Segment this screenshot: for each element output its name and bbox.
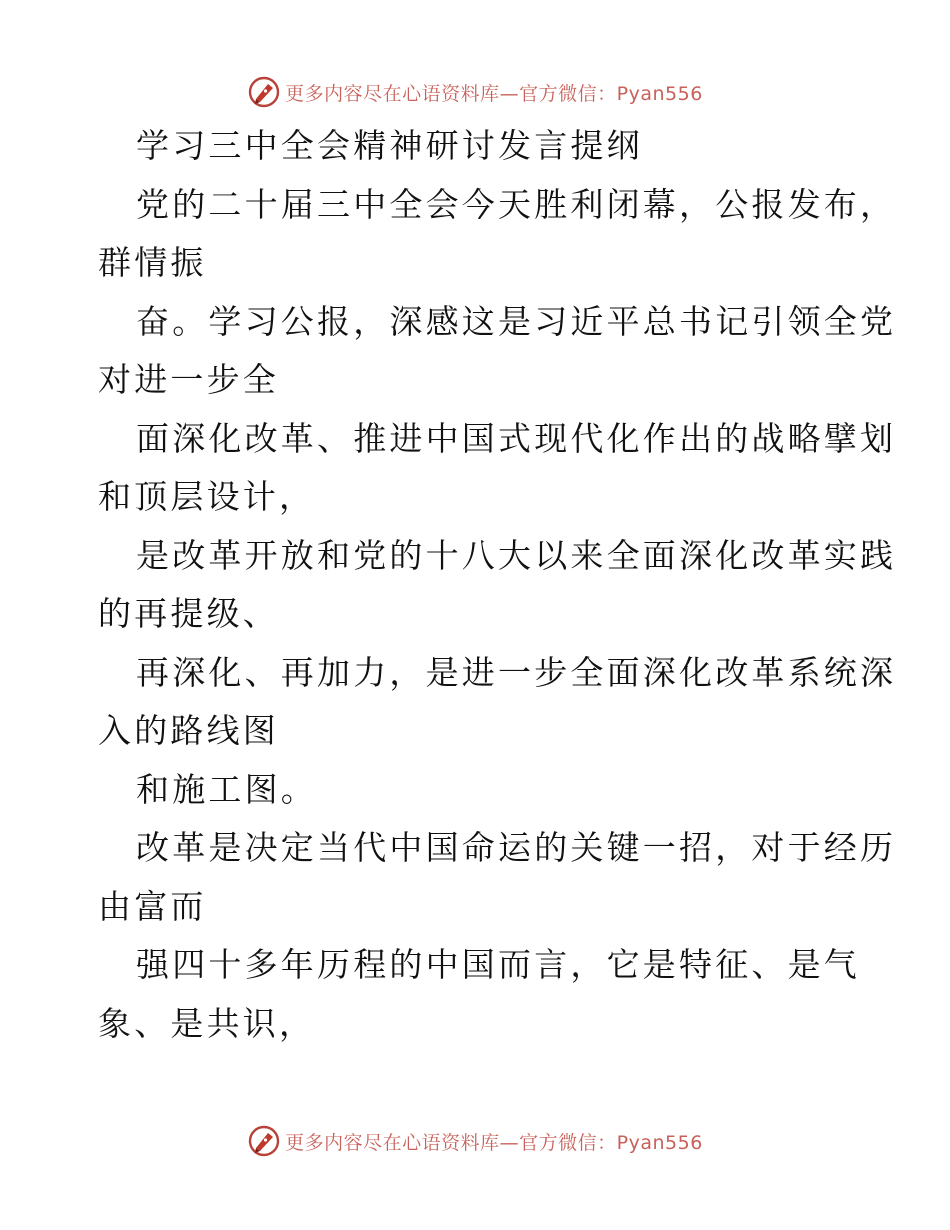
paragraph-line: 象、是共识，: [98, 1004, 316, 1043]
paragraph-line: 群情振: [98, 243, 207, 282]
header-banner: [0, 72, 950, 112]
paragraph-line: 是改革开放和党的十八大以来全面深化改革实践: [136, 536, 897, 575]
pen-nib-logo-icon: [247, 1124, 281, 1158]
paragraph-line: 面深化改革、推进中国式现代化作出的战略擘划: [136, 419, 897, 458]
paragraph-line: 由富而: [98, 887, 207, 926]
banner-text: 更多内容尽在心语资料库—官方微信：Pyan556: [285, 1131, 703, 1154]
paragraph-line: 改革是决定当代中国命运的关键一招，对于经历: [136, 828, 897, 867]
footer-banner: [0, 1121, 950, 1161]
paragraph-line: 和施工图。: [136, 770, 317, 809]
paragraph-line: 再深化、再加力，是进一步全面深化改革系统深: [136, 653, 897, 692]
paragraph-line: 对进一步全: [98, 360, 279, 399]
paragraph-line: 的再提级、: [98, 594, 279, 633]
banner-text: 更多内容尽在心语资料库—官方微信：Pyan556: [285, 82, 703, 105]
paragraph-line: 强四十多年历程的中国而言，它是特征、是气: [136, 945, 860, 984]
doc-title: 学习三中全会精神研讨发言提纲: [136, 126, 643, 165]
paragraph-line: 入的路线图: [98, 711, 279, 750]
paragraph-line: 奋。学习公报，深感这是习近平总书记引领全党: [136, 302, 897, 341]
paragraph-line: 和顶层设计，: [98, 477, 316, 516]
pen-nib-logo-icon: [247, 75, 281, 109]
paragraph-line: 党的二十届三中全会今天胜利闭幕，公报发布，: [136, 185, 897, 224]
